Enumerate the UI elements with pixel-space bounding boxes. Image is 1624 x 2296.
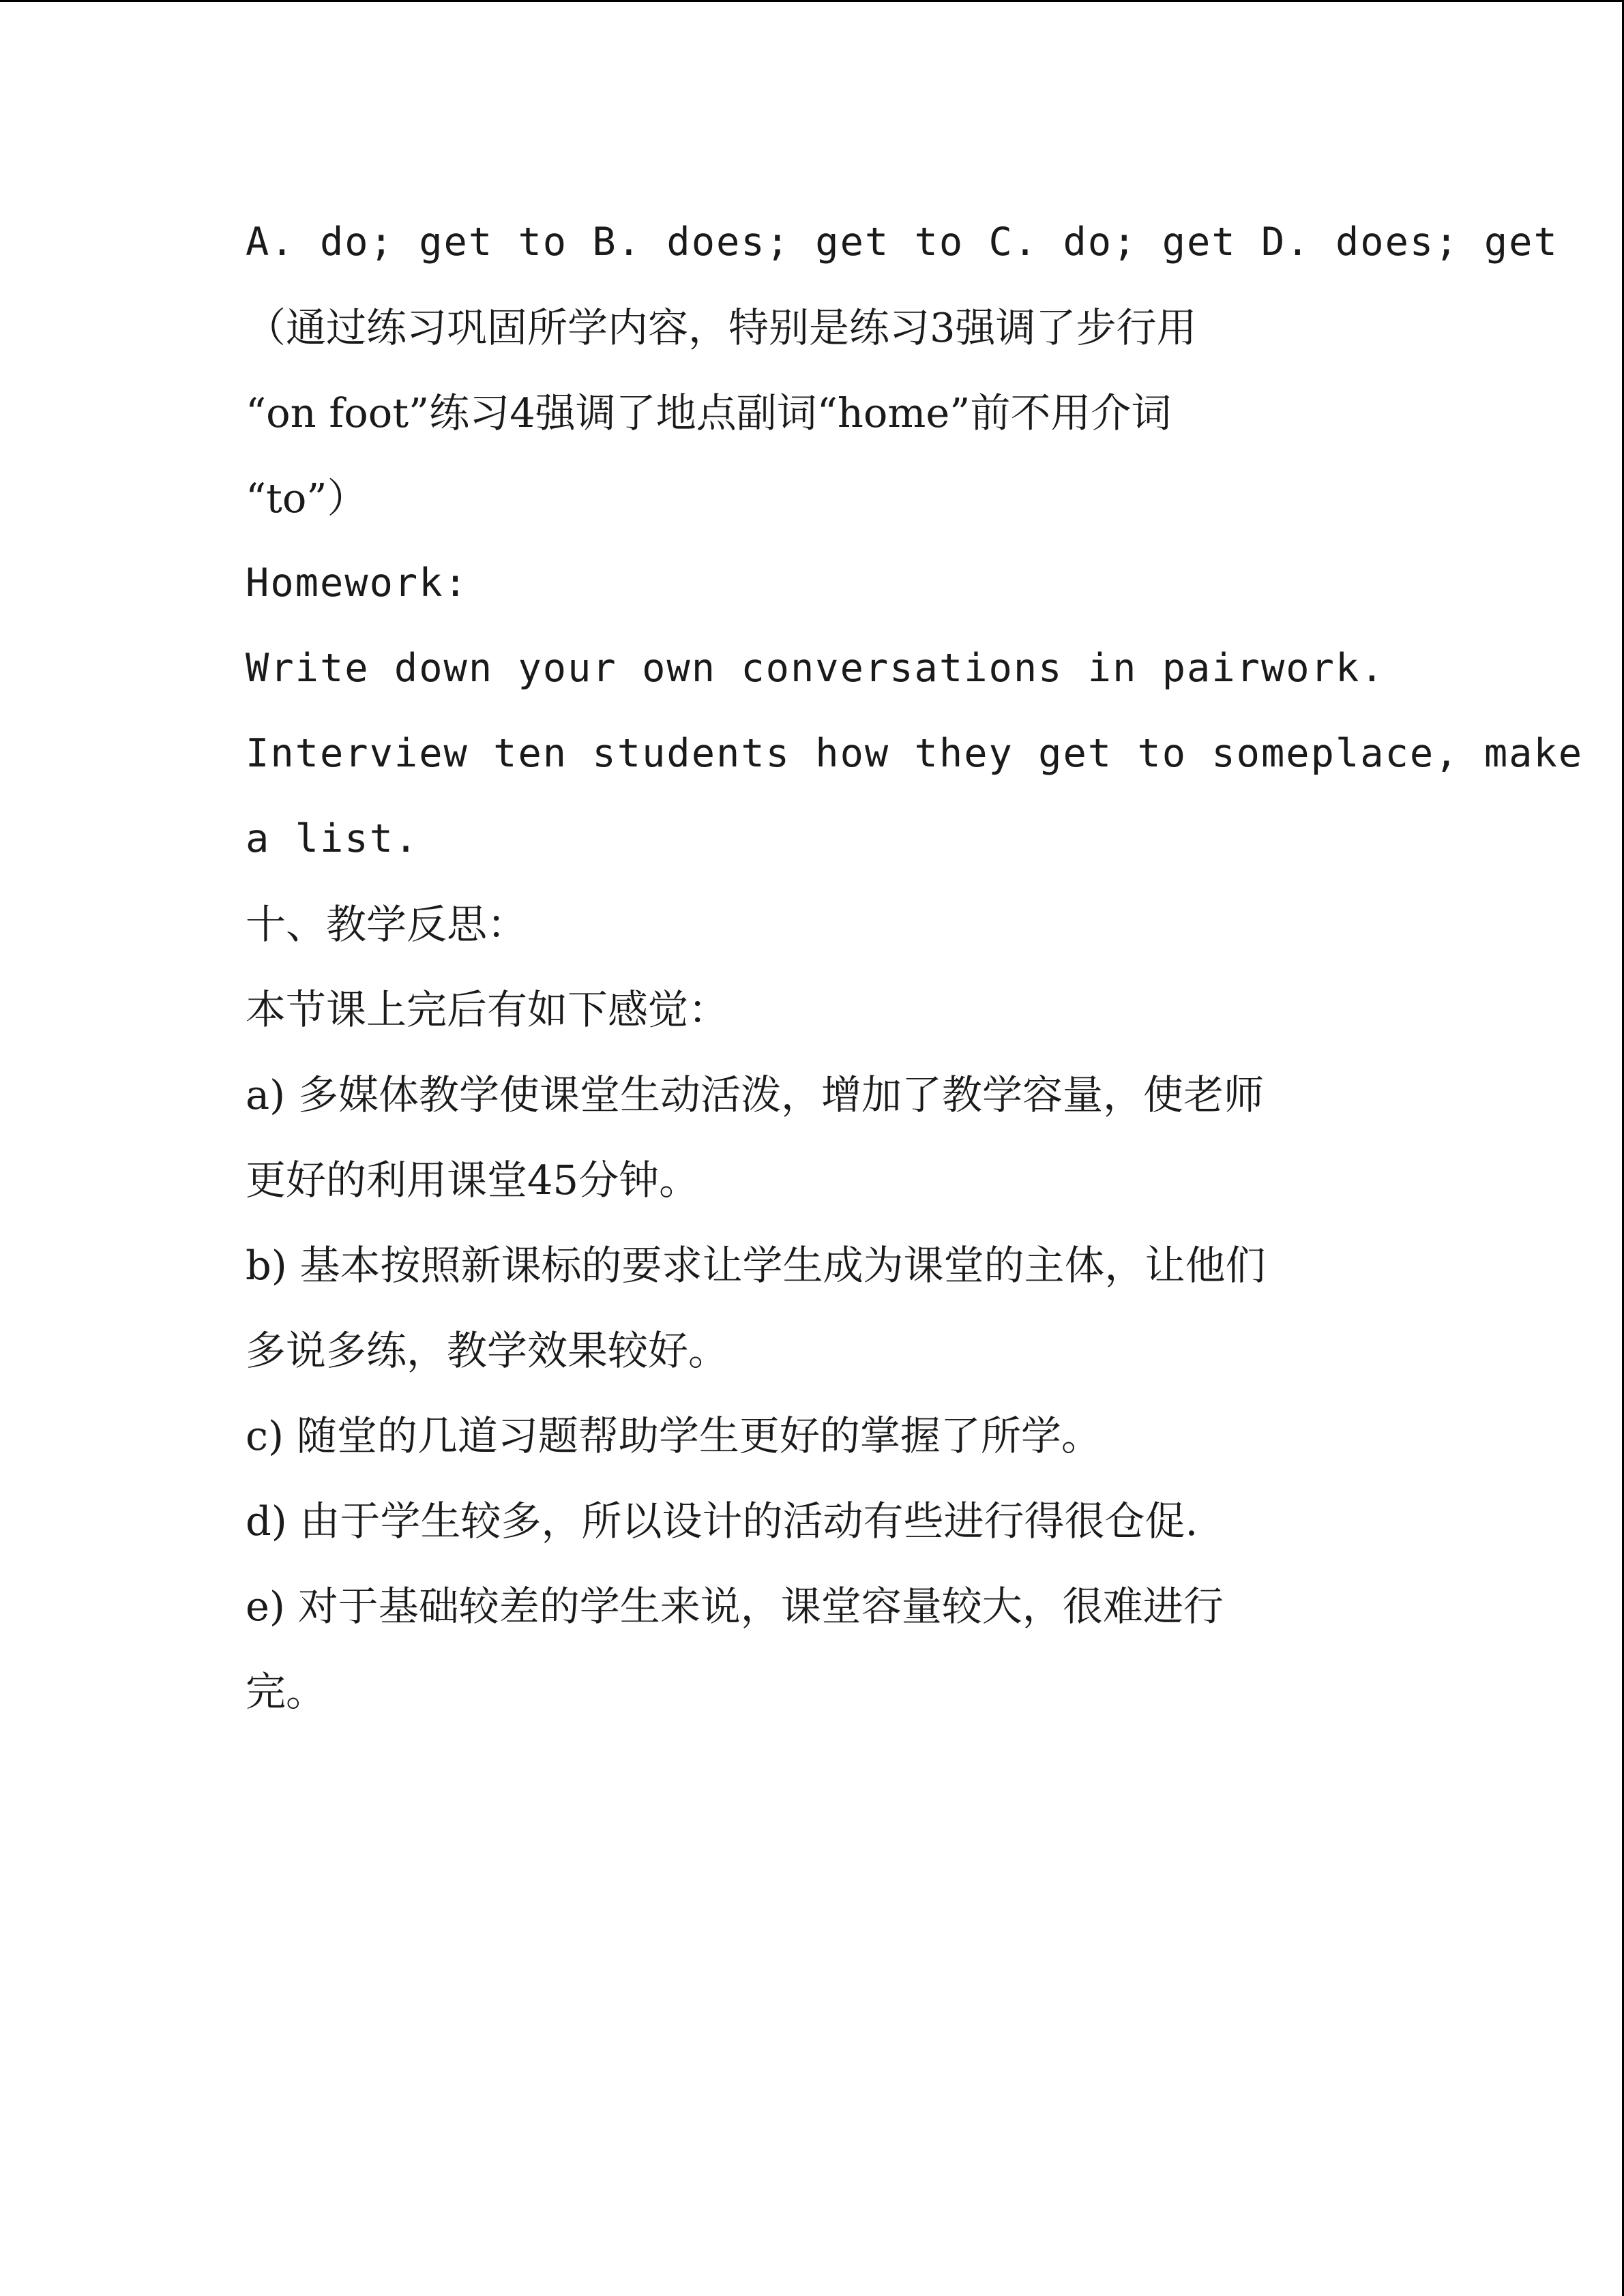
reflection-item-c: c) 随堂的几道习题帮助学生更好的掌握了所学。 (246, 1412, 1102, 1459)
exercise-note-line-3: “to”） (246, 475, 368, 522)
reflection-item-a: a) 多媒体教学使课堂生动活泼，增加了教学容量，使老师 (246, 1071, 1264, 1118)
document-body (246, 200, 1584, 1734)
exercise-note-line-2: “on foot”练习4强调了地点副词“home”前不用介词 (246, 389, 1172, 436)
reflection-intro: 本节课上完后有如下感觉： (246, 986, 729, 1033)
reflection-item-d: d) 由于学生较多，所以设计的活动有些进行得很仓促. (246, 1497, 1198, 1545)
reflection-item-a-continued: 更好的利用课堂45分钟。 (246, 1157, 700, 1204)
reflection-item-e-continued: 完。 (246, 1668, 327, 1715)
reflection-heading: 十、教学反思： (246, 901, 528, 948)
homework-item-2: Interview ten students how they get to someplace, make (246, 731, 1584, 776)
reflection-item-b-continued: 多说多练，教学效果较好。 (246, 1327, 729, 1374)
reflection-item-e: e) 对于基础较差的学生来说，课堂容量较大，很难进行 (246, 1583, 1224, 1630)
exercise-note-line-1: （通过练习巩固所学内容，特别是练习3强调了步行用 (246, 304, 1197, 351)
homework-item-2-continued: a list. (246, 816, 419, 861)
homework-item-1: Write down your own conversations in pairwork. (246, 646, 1385, 691)
reflection-item-b: b) 基本按照新课标的要求让学生成为课堂的主体，让他们 (246, 1242, 1266, 1289)
exercise-options-line: A. do; get to B. does; get to C. do; get D. does; get (246, 220, 1559, 265)
homework-heading: Homework: (246, 561, 469, 606)
